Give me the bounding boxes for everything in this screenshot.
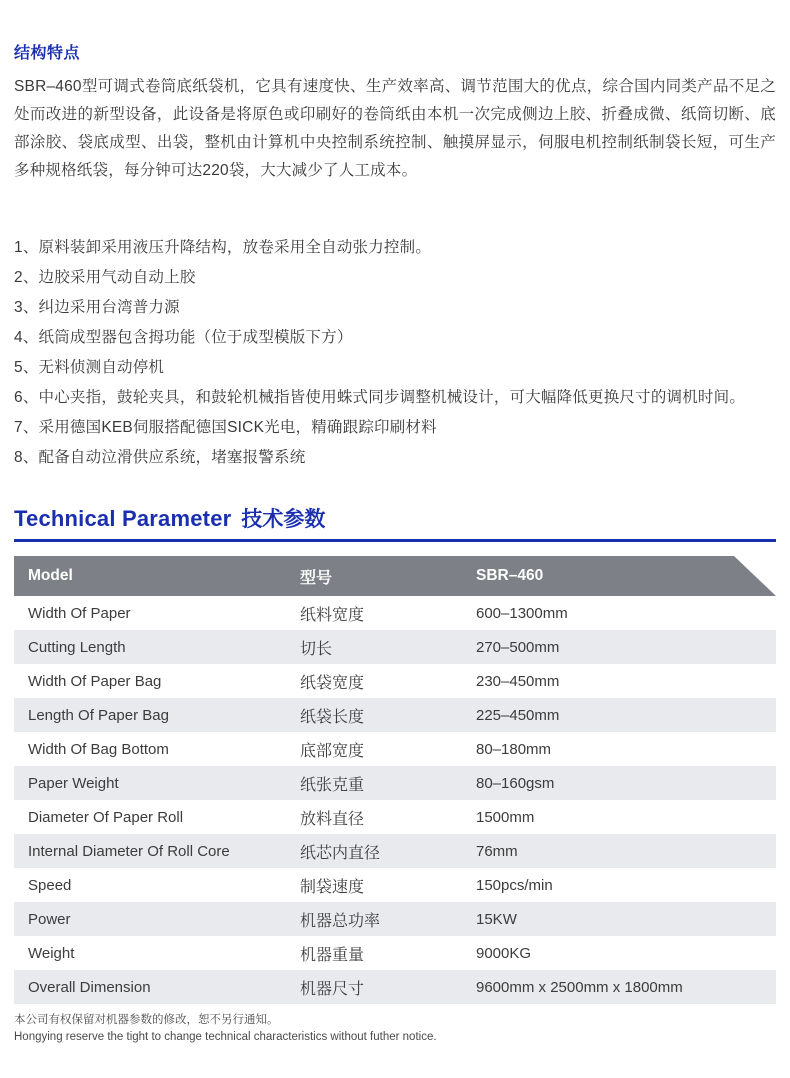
- table-row: [14, 868, 776, 902]
- spec-label-en: Width Of Paper Bag: [14, 664, 286, 698]
- list-item: 3、纠边采用台湾普力源: [14, 299, 180, 316]
- spec-label-cn: 纸袋长度: [286, 698, 462, 732]
- technical-parameter-heading: [14, 503, 776, 542]
- spec-table-head: [14, 556, 776, 596]
- spec-label-cn: 纸芯内直径: [286, 834, 462, 868]
- spec-label-cn: 切长: [286, 630, 462, 664]
- spec-label-en: Cutting Length: [14, 630, 286, 664]
- footnote-cn: 本公司有权保留对机器参数的修改，恕不另行通知。: [14, 1014, 279, 1026]
- table-row: [14, 630, 776, 664]
- spec-value: 76mm: [462, 834, 776, 868]
- spec-value: 270–500mm: [462, 630, 776, 664]
- spec-label-en: Length Of Paper Bag: [14, 698, 286, 732]
- spec-label-en: Paper Weight: [14, 766, 286, 800]
- technical-parameter-title-cn: 技术参数: [241, 508, 326, 531]
- spec-label-cn: 纸张克重: [286, 766, 462, 800]
- table-row: [14, 902, 776, 936]
- table-row: [14, 732, 776, 766]
- footnote-block: [14, 1012, 776, 1046]
- list-item: 2、边胶采用气动自动上胶: [14, 269, 196, 286]
- spec-label-en: Width Of Bag Bottom: [14, 732, 286, 766]
- spec-table-wrapper: [14, 556, 776, 1004]
- spec-label-en: Width Of Paper: [14, 596, 286, 630]
- spec-value: 9600mm x 2500mm x 1800mm: [462, 970, 776, 1004]
- spec-value: 80–180mm: [462, 732, 776, 766]
- table-row: [14, 766, 776, 800]
- spec-value: 1500mm: [462, 800, 776, 834]
- spec-label-en: Weight: [14, 936, 286, 970]
- list-item: 6、中心夹指，鼓轮夹具，和鼓轮机械指皆使用蛛式同步调整机械设计，可大幅降低更换尺寸的调机时间。: [14, 389, 746, 406]
- spec-label-cn: 纸袋宽度: [286, 664, 462, 698]
- list-item: 7、采用德国KEB伺服搭配德国SICK光电，精确跟踪印刷材料: [14, 419, 437, 436]
- feature-list: [14, 233, 776, 473]
- spec-label-cn: 放料直径: [286, 800, 462, 834]
- spec-label-cn: 机器尺寸: [286, 970, 462, 1004]
- column-header-model-value: SBR–460: [462, 556, 776, 596]
- spec-label-cn: 机器重量: [286, 936, 462, 970]
- spec-label-en: Power: [14, 902, 286, 936]
- footnote-en: Hongying reserve the tight to change technical characteristics without futher notice.: [14, 1031, 437, 1043]
- spec-value: 80–160gsm: [462, 766, 776, 800]
- table-row: [14, 834, 776, 868]
- spec-value: 225–450mm: [462, 698, 776, 732]
- spec-label-cn: 制袋速度: [286, 868, 462, 902]
- spec-value: 9000KG: [462, 936, 776, 970]
- table-row: [14, 664, 776, 698]
- table-row: [14, 698, 776, 732]
- list-item: 5、无料侦测自动停机: [14, 359, 165, 376]
- list-item: 1、原料装卸采用液压升降结构，放卷采用全自动张力控制。: [14, 239, 432, 256]
- spec-value: 15KW: [462, 902, 776, 936]
- technical-parameter-title-en: Technical Parameter: [14, 506, 232, 531]
- spec-label-en: Speed: [14, 868, 286, 902]
- spec-label-cn: 机器总功率: [286, 902, 462, 936]
- structure-intro-paragraph: SBR–460型可调式卷筒底纸袋机，它具有速度快、生产效率高、调节范围大的优点，综合国内同类产品不足之处而改进的新型设备，此设备是将原色或印刷好的卷筒纸由本机一次完成侧边上胶、折叠成微、纸筒切断、底部涂胶、袋底成型、出袋，整机由计算机中央控制系统控制、触摸屏显示，伺服电机控制纸制袋长短，可生产多种规格纸袋，每分钟可达220袋，大大减少了人工成本。: [14, 78, 776, 179]
- column-header-model-en: Model: [14, 556, 286, 596]
- table-row: [14, 800, 776, 834]
- spec-label-en: Internal Diameter Of Roll Core: [14, 834, 286, 868]
- table-header-row: [14, 556, 776, 596]
- spec-value: 600–1300mm: [462, 596, 776, 630]
- spec-value: 230–450mm: [462, 664, 776, 698]
- column-header-model-cn: 型号: [286, 556, 462, 596]
- list-item: 4、纸筒成型器包含拇功能（位于成型模版下方）: [14, 329, 353, 346]
- spec-label-en: Overall Dimension: [14, 970, 286, 1004]
- table-row: [14, 936, 776, 970]
- list-item: 8、配备自动泣滑供应系统，堵塞报警系统: [14, 449, 306, 466]
- structure-section-title: 结构特点: [14, 45, 81, 62]
- spec-value: 150pcs/min: [462, 868, 776, 902]
- table-row: [14, 596, 776, 630]
- table-row: [14, 970, 776, 1004]
- spec-label-cn: 底部宽度: [286, 732, 462, 766]
- spec-table: [14, 556, 776, 1004]
- spec-table-body: [14, 596, 776, 1004]
- spec-label-cn: 纸料宽度: [286, 596, 462, 630]
- spec-label-en: Diameter Of Paper Roll: [14, 800, 286, 834]
